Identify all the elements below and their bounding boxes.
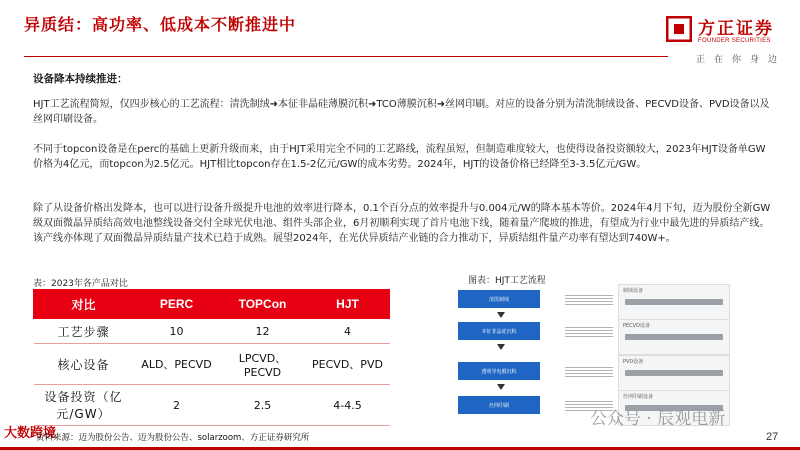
row-label: 设备投资（亿元/GW） — [34, 385, 134, 426]
step-description — [565, 325, 613, 337]
paragraph-equipment-cost: 不同于topcon设备是在perc的基础上更新升级而来，由于HJT采用完全不同的工艺路线，流程虽短，但制造难度较大，也使得设备投资额较大，2023年HJT设备单GW价格为4亿元，而topcon为2.5亿元。HJT相比topcon存在1.5-2亿元/GW的成本劣势。2024年，HJT的设备价格已经降至3-3.5亿元/GW。 — [33, 144, 766, 170]
row-label: 工艺步骤 — [34, 319, 134, 344]
section-heading: 设备降本持续推进： — [33, 73, 128, 85]
arrow-down-icon — [497, 384, 505, 390]
arrow-down-icon — [497, 312, 505, 318]
header-compare: 对比 — [34, 290, 134, 319]
arrow-down-icon — [497, 344, 505, 350]
logo-text: 方正证券 — [698, 19, 774, 39]
table-caption: 表：2023年各产品对比 — [33, 279, 128, 289]
table-row — [34, 319, 390, 344]
cell-hjt: 4 — [306, 319, 390, 344]
row-label: 核心设备 — [34, 344, 134, 385]
cell-hjt: 4-4.5 — [306, 385, 390, 426]
flow-step-box: 本征非晶硅沉积 — [458, 322, 540, 340]
header-topcon: TOPCon — [220, 290, 306, 319]
table-header-row — [34, 290, 390, 319]
logo-english: FOUNDER SECURITIES — [698, 38, 771, 44]
step-description — [565, 365, 613, 377]
logo-slogan: 正在你身边 — [696, 55, 787, 65]
header-perc: PERC — [134, 290, 220, 319]
equipment-image: PECVD设备 — [618, 319, 730, 355]
overlay-logo: 大数跨境 — [4, 426, 57, 441]
founder-logo-icon — [666, 16, 692, 42]
flow-step-box: 清洗制绒 — [458, 290, 540, 308]
paragraph-efficiency: 除了从设备价格出发降本，也可以进行设备升级提升电池的效率进行降本，0.1个百分点的效率提升与0.004元/W的降本基本等价。2024年4月下旬，迈为股份全新GW级双面微晶异质结高效电池整线设备交付全球光伏电池、组件头部企业，6月初顺利实现了首片电池下线，随着量产爬坡的推进，有望成为行业中最先进的异质结产线。该产线亦体现了双面微晶异质结量产技术已趋于成熟。展望2024年，在光伏异质结产业链的合力推动下，异质结组件量产功率有望达到740W+。 — [33, 203, 771, 244]
comparison-table — [33, 289, 390, 426]
cell-topcon: 12 — [220, 319, 306, 344]
cell-perc: 10 — [134, 319, 220, 344]
paragraph-hjt-process: HJT工艺流程简短，仅四步核心的工艺流程：清洗制绒➜本征非晶硅薄膜沉积➜TCO薄膜沉积➜丝网印刷。对应的设备分别为清洗制绒设备、PECVD设备、PVD设备以及丝网印刷设备。 — [33, 99, 770, 125]
title-divider — [24, 56, 668, 57]
cell-perc: 2 — [134, 385, 220, 426]
company-logo — [666, 14, 787, 76]
equipment-image: 丝网印刷设备 — [618, 390, 730, 426]
page-number: 27 — [766, 431, 779, 443]
step-description — [565, 293, 613, 305]
wechat-watermark: 公众号 · 辰观电新 — [590, 409, 726, 429]
cell-topcon: 2.5 — [220, 385, 306, 426]
figure-caption: 图表：HJT工艺流程 — [468, 276, 546, 286]
table-row — [34, 385, 390, 426]
table-row — [34, 344, 390, 385]
source-note: 资料来源：迈为股份公告、迈为股份公告、solarzoom、方正证券研究所 — [36, 433, 310, 443]
equipment-image: 制绒设备 — [618, 284, 730, 320]
header-hjt: HJT — [306, 290, 390, 319]
flow-step-box: 丝网印刷 — [458, 396, 540, 414]
equipment-image: PVD设备 — [618, 355, 730, 391]
slide-title: 异质结：高功率、低成本不断推进中 — [24, 15, 297, 34]
flow-step-box: 透明导电膜沉积 — [458, 362, 540, 380]
cell-perc: ALD、PECVD — [134, 344, 220, 385]
cell-topcon: LPCVD、PECVD — [220, 344, 306, 385]
cell-hjt: PECVD、PVD — [306, 344, 390, 385]
